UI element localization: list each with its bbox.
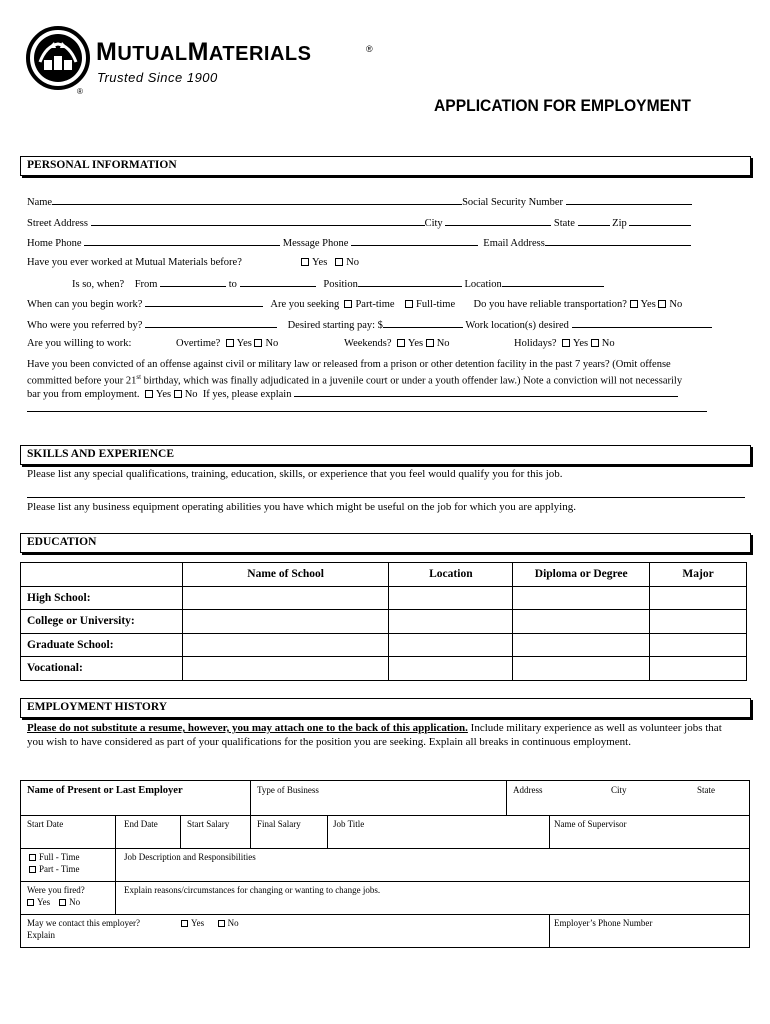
conviction-explain-field[interactable] bbox=[294, 387, 678, 397]
brand-name: MUTUALMATERIALS bbox=[96, 38, 312, 66]
supervisor-label: Name of Supervisor bbox=[554, 819, 627, 829]
type-business-label: Type of Business bbox=[257, 785, 319, 795]
table-row bbox=[21, 586, 747, 610]
contact-no-checkbox[interactable] bbox=[218, 920, 225, 927]
holidays-yes-checkbox[interactable] bbox=[562, 339, 570, 347]
employment-grid bbox=[20, 780, 750, 948]
message-phone-field[interactable] bbox=[351, 236, 478, 246]
brand-tagline: Trusted Since 1900 bbox=[97, 70, 218, 85]
table-cell[interactable] bbox=[182, 633, 389, 657]
begin-work-field[interactable] bbox=[145, 297, 263, 307]
section-personal-information: PERSONAL INFORMATION bbox=[20, 156, 751, 176]
worked-before-no-checkbox[interactable] bbox=[335, 258, 343, 266]
change-reasons-label: Explain reasons/circumstances for changing or wanting to change jobs. bbox=[124, 885, 381, 895]
transport-yes-checkbox[interactable] bbox=[630, 300, 638, 308]
education-row-label: High School: bbox=[21, 586, 183, 610]
weekends-yes-checkbox[interactable] bbox=[397, 339, 405, 347]
education-col-degree: Diploma or Degree bbox=[513, 563, 650, 587]
zip-field[interactable] bbox=[629, 216, 691, 226]
education-col-school: Name of School bbox=[182, 563, 389, 587]
contact-yes-checkbox[interactable] bbox=[181, 920, 188, 927]
table-cell[interactable] bbox=[650, 610, 747, 634]
table-cell[interactable] bbox=[182, 610, 389, 634]
conviction-no-checkbox[interactable] bbox=[174, 390, 182, 398]
desired-pay-field[interactable] bbox=[383, 318, 463, 328]
state-field[interactable] bbox=[578, 216, 610, 226]
weekends-no-checkbox[interactable] bbox=[426, 339, 434, 347]
emp-full-time-checkbox[interactable] bbox=[29, 854, 36, 861]
table-cell[interactable] bbox=[182, 586, 389, 610]
fired-no-checkbox[interactable] bbox=[59, 899, 66, 906]
table-cell[interactable] bbox=[182, 657, 389, 681]
availability-row: When can you begin work? Are you seeking Part-time Full-time Do you have reliable transportation? Yes No bbox=[27, 299, 683, 310]
part-time-checkbox[interactable] bbox=[344, 300, 352, 308]
start-salary-label: Start Salary bbox=[187, 819, 230, 829]
prior-employment-row: Is so, when? From to Position Location bbox=[72, 277, 604, 290]
ssn-field[interactable] bbox=[566, 195, 692, 205]
worked-before-options: Yes No bbox=[301, 257, 359, 268]
location-field[interactable] bbox=[502, 277, 604, 287]
conviction-explain-line2[interactable] bbox=[27, 411, 707, 412]
table-cell[interactable] bbox=[650, 586, 747, 610]
section-employment-history: EMPLOYMENT HISTORY bbox=[20, 698, 751, 718]
emp-part-time-checkbox[interactable] bbox=[29, 866, 36, 873]
logo-registered-mark: ® bbox=[77, 87, 83, 96]
education-header-row bbox=[21, 563, 747, 587]
table-cell[interactable] bbox=[389, 633, 513, 657]
contact-employer-question: May we contact this employer? Explain bbox=[27, 918, 140, 940]
overtime-options: Overtime? Yes No bbox=[176, 338, 279, 349]
table-row bbox=[21, 610, 747, 634]
skills-question-2: Please list any business equipment operating abilities you have which might be useful on the job for which you are applying. bbox=[27, 501, 576, 513]
conviction-text-line2: committed before your 21st birthday, which was finally adjudicated in a juvenile court or under a youth offender law.) Note a conviction will not necessarily bbox=[27, 373, 683, 387]
employment-instructions: Please do not substitute a resume, however, you may attach one to the back of this application. Include military experience as well as volunteer jobs that you wish to have considered as part of your qualifications for the position you are seeking. Explain all breaks in continuous employment. bbox=[27, 722, 722, 748]
table-cell[interactable] bbox=[513, 610, 650, 634]
education-row-label: Vocational: bbox=[21, 657, 183, 681]
worked-before-question: Have you ever worked at Mutual Materials before? bbox=[27, 257, 242, 268]
conviction-text-line3: bar you from employment. Yes No If yes, please explain bbox=[27, 387, 678, 400]
name-row: Name Social Security Number bbox=[27, 195, 692, 208]
company-logo bbox=[26, 26, 90, 90]
section-education: EDUCATION bbox=[20, 533, 751, 553]
overtime-no-checkbox[interactable] bbox=[254, 339, 262, 347]
job-description-label: Job Description and Responsibilities bbox=[124, 852, 256, 862]
holidays-options: Holidays? Yes No bbox=[514, 338, 615, 349]
table-cell[interactable] bbox=[513, 633, 650, 657]
table-row bbox=[21, 633, 747, 657]
city-field[interactable] bbox=[445, 216, 551, 226]
end-date-label: End Date bbox=[124, 819, 158, 829]
referral-row: Who were you referred by? Desired starting pay: $ Work location(s) desired bbox=[27, 318, 712, 331]
table-cell[interactable] bbox=[389, 657, 513, 681]
to-field[interactable] bbox=[240, 277, 316, 287]
job-title-label: Job Title bbox=[333, 819, 365, 829]
section-skills-experience: SKILLS AND EXPERIENCE bbox=[20, 445, 751, 465]
table-cell[interactable] bbox=[650, 633, 747, 657]
employer-phone-label: Employer’s Phone Number bbox=[554, 918, 653, 928]
employer-name-label: Name of Present or Last Employer bbox=[27, 785, 183, 796]
name-field[interactable] bbox=[52, 195, 462, 205]
conviction-text-line1: Have you been convicted of an offense against civil or military law or released from a prison or other detention facility in the past 7 years? (Omit offense bbox=[27, 359, 671, 370]
employer-address-label: Address bbox=[513, 785, 543, 795]
employment-type-options: Full - Time Part - Time bbox=[29, 851, 80, 875]
email-field[interactable] bbox=[545, 236, 691, 246]
employer-city-label: City bbox=[611, 785, 627, 795]
employer-state-label: State bbox=[697, 785, 715, 795]
start-date-label: Start Date bbox=[27, 819, 64, 829]
education-row-label: College or University: bbox=[21, 610, 183, 634]
final-salary-label: Final Salary bbox=[257, 819, 301, 829]
street-field[interactable] bbox=[91, 216, 425, 226]
position-field[interactable] bbox=[358, 277, 462, 287]
table-cell[interactable] bbox=[513, 586, 650, 610]
referred-field[interactable] bbox=[145, 318, 277, 328]
willing-to-work-label: Are you willing to work: bbox=[27, 338, 132, 349]
holidays-no-checkbox[interactable] bbox=[591, 339, 599, 347]
contact-employer-options: Yes No bbox=[181, 917, 239, 929]
table-cell[interactable] bbox=[513, 657, 650, 681]
table-row bbox=[21, 657, 747, 681]
work-location-field[interactable] bbox=[572, 318, 712, 328]
from-field[interactable] bbox=[160, 277, 226, 287]
brand-registered-mark: ® bbox=[366, 44, 373, 54]
fired-question: Were you fired? Yes No bbox=[27, 885, 85, 907]
weekends-options: Weekends? Yes No bbox=[344, 338, 450, 349]
transport-no-checkbox[interactable] bbox=[658, 300, 666, 308]
education-row-label: Graduate School: bbox=[21, 633, 183, 657]
phone-row: Home Phone Message Phone Email Address bbox=[27, 236, 691, 249]
full-time-checkbox[interactable] bbox=[405, 300, 413, 308]
education-table bbox=[20, 562, 747, 681]
skills-answer-line[interactable] bbox=[27, 497, 745, 498]
table-cell[interactable] bbox=[389, 610, 513, 634]
skills-question-1: Please list any special qualifications, training, education, skills, or experience that you feel would qualify you for this job. bbox=[27, 468, 563, 480]
worked-before-yes-checkbox[interactable] bbox=[301, 258, 309, 266]
education-col-blank bbox=[21, 563, 183, 587]
document-title: APPLICATION FOR EMPLOYMENT bbox=[434, 96, 691, 115]
conviction-yes-checkbox[interactable] bbox=[145, 390, 153, 398]
table-cell[interactable] bbox=[389, 586, 513, 610]
address-row: Street Address City State Zip bbox=[27, 216, 691, 229]
fired-yes-checkbox[interactable] bbox=[27, 899, 34, 906]
home-phone-field[interactable] bbox=[84, 236, 280, 246]
table-cell[interactable] bbox=[650, 657, 747, 681]
education-col-major: Major bbox=[650, 563, 747, 587]
overtime-yes-checkbox[interactable] bbox=[226, 339, 234, 347]
education-col-location: Location bbox=[389, 563, 513, 587]
